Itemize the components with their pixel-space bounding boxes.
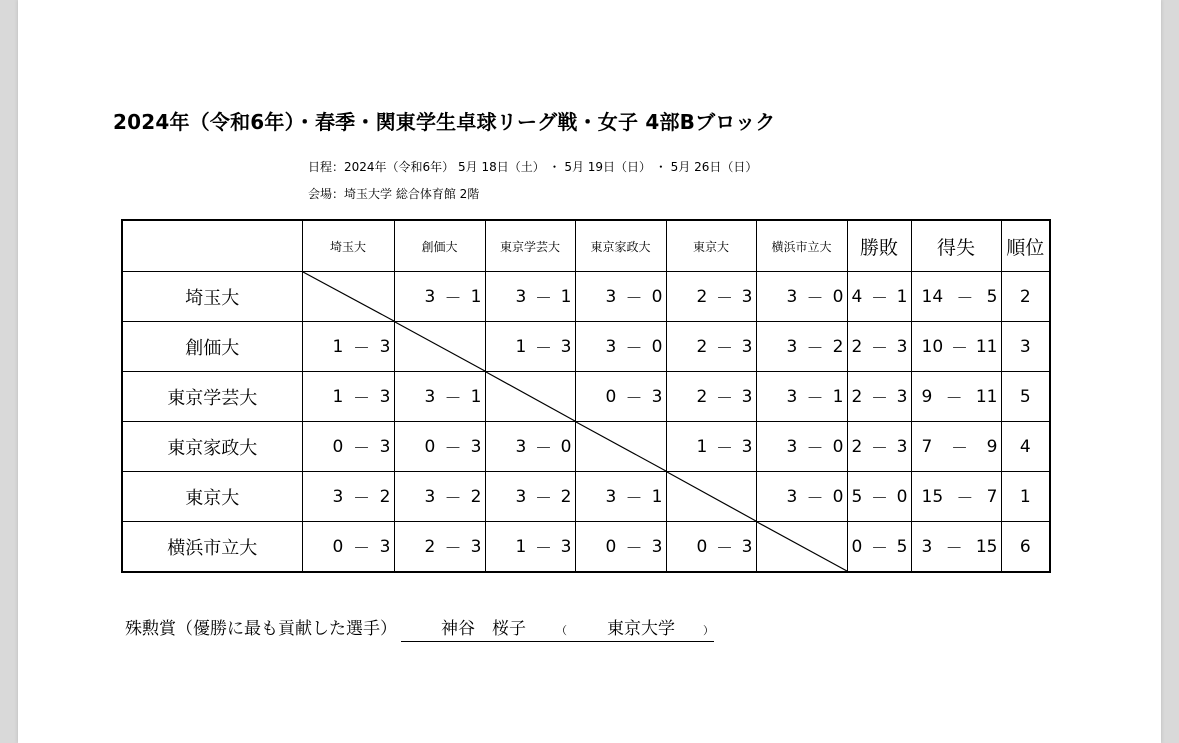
score-pair <box>848 372 911 421</box>
score-pair <box>303 322 394 371</box>
match-score-cell <box>575 372 666 422</box>
score-right: 3 <box>741 536 753 557</box>
score-left: 0 <box>605 536 617 557</box>
score-right: 1 <box>470 286 482 307</box>
score-dash: － <box>353 439 370 459</box>
score-left: 0 <box>332 536 344 557</box>
score-dash: － <box>716 389 733 409</box>
score-dash: － <box>871 339 888 359</box>
score-right: 2 <box>379 486 391 507</box>
match-score-cell <box>756 322 847 372</box>
row-team-name: 横浜市立大 <box>122 522 302 573</box>
score-left: 3 <box>786 286 798 307</box>
score-right: 3 <box>470 436 482 457</box>
score-right: 9 <box>986 436 998 457</box>
score-pair <box>667 522 756 571</box>
col-header: 創価大 <box>394 220 485 272</box>
score-dash: － <box>353 339 370 359</box>
score-pair <box>395 272 485 321</box>
record-cell <box>847 422 911 472</box>
score-pair <box>395 372 485 421</box>
score-left: 1 <box>515 536 527 557</box>
score-left: 3 <box>515 286 527 307</box>
self-match-cell <box>666 472 756 522</box>
score-pair <box>667 422 756 471</box>
match-score-cell <box>575 472 666 522</box>
table-row <box>122 372 1050 422</box>
score-left: 1 <box>332 386 344 407</box>
points-cell <box>911 522 1001 573</box>
score-right: 1 <box>896 286 908 307</box>
match-score-cell <box>485 272 575 322</box>
match-score-cell <box>485 322 575 372</box>
score-pair <box>576 272 666 321</box>
match-score-cell <box>394 272 485 322</box>
row-team-name: 東京家政大 <box>122 422 302 472</box>
score-dash: － <box>871 389 888 409</box>
score-pair <box>576 472 666 521</box>
award-underline <box>401 614 714 642</box>
score-dash: － <box>871 539 888 559</box>
score-right: 3 <box>379 386 391 407</box>
score-dash: － <box>625 539 643 559</box>
score-dash: － <box>945 539 963 559</box>
score-pair <box>486 322 575 371</box>
score-right: 5 <box>896 536 908 557</box>
score-right: 3 <box>651 536 663 557</box>
points-cell <box>911 422 1001 472</box>
score-dash: － <box>806 339 824 359</box>
score-left: 2 <box>851 336 863 357</box>
score-left: 0 <box>332 436 344 457</box>
score-left: 3 <box>605 486 617 507</box>
match-score-cell <box>666 422 756 472</box>
score-left: 2 <box>696 286 708 307</box>
score-pair <box>912 472 1001 521</box>
record-cell <box>847 272 911 322</box>
match-score-cell <box>575 322 666 372</box>
row-team-name: 創価大 <box>122 322 302 372</box>
score-right: 0 <box>832 286 844 307</box>
score-dash: － <box>951 439 968 459</box>
score-dash: － <box>535 489 552 509</box>
match-score-cell <box>666 372 756 422</box>
page-title: 2024年（令和6年）・春季・関東学生卓球リーグ戦・女子 4部Bブロック <box>113 110 776 134</box>
score-left: 3 <box>515 486 527 507</box>
col-header: 東京大 <box>666 220 756 272</box>
score-dash: － <box>535 539 552 559</box>
rank-cell: 5 <box>1001 372 1050 422</box>
score-right: 1 <box>560 286 572 307</box>
corner-cell <box>122 220 302 272</box>
match-score-cell <box>302 522 394 573</box>
table-row <box>122 322 1050 372</box>
self-match-cell <box>394 322 485 372</box>
score-right: 0 <box>651 336 663 357</box>
score-left: 3 <box>786 336 798 357</box>
match-score-cell <box>394 372 485 422</box>
self-match-cell <box>302 272 394 322</box>
score-dash: － <box>956 489 974 509</box>
venue-line: 会場：埼玉大学 総合体育館 2階 <box>308 187 480 201</box>
score-pair <box>757 272 847 321</box>
match-score-cell <box>666 272 756 322</box>
score-left: 1 <box>696 436 708 457</box>
self-match-cell <box>756 522 847 573</box>
score-dash: － <box>806 389 824 409</box>
score-pair <box>912 422 1001 471</box>
score-right: 11 <box>975 386 998 407</box>
score-pair <box>303 472 394 521</box>
award-school: 東京大学 <box>607 619 675 639</box>
diagonal-line <box>667 472 756 521</box>
match-score-cell <box>302 472 394 522</box>
score-dash: － <box>535 439 552 459</box>
score-dash: － <box>535 289 552 309</box>
diagonal-line <box>303 272 394 321</box>
match-score-cell <box>666 322 756 372</box>
score-left: 0 <box>851 536 863 557</box>
score-pair <box>486 272 575 321</box>
score-pair <box>576 522 666 571</box>
score-left: 2 <box>424 536 436 557</box>
score-dash: － <box>625 489 643 509</box>
score-left: 2 <box>851 386 863 407</box>
score-pair <box>757 372 847 421</box>
score-dash: － <box>535 339 552 359</box>
match-score-cell <box>485 472 575 522</box>
score-right: 0 <box>896 486 908 507</box>
diagonal-line <box>757 522 847 571</box>
score-right: 0 <box>832 486 844 507</box>
match-score-cell <box>756 372 847 422</box>
row-team-name: 埼玉大 <box>122 272 302 322</box>
table-row <box>122 472 1050 522</box>
match-score-cell <box>302 372 394 422</box>
score-dash: － <box>353 489 370 509</box>
match-score-cell <box>756 472 847 522</box>
col-header: 横浜市立大 <box>756 220 847 272</box>
score-dash: － <box>444 489 462 509</box>
score-right: 3 <box>741 386 753 407</box>
score-left: 3 <box>786 386 798 407</box>
score-pair <box>395 472 485 521</box>
score-right: 5 <box>986 286 998 307</box>
score-dash: － <box>444 439 462 459</box>
match-score-cell <box>575 272 666 322</box>
self-match-cell <box>485 372 575 422</box>
score-pair <box>576 322 666 371</box>
match-score-cell <box>394 422 485 472</box>
score-right: 7 <box>986 486 998 507</box>
award-player: 神谷 桜子 <box>441 619 526 639</box>
rank-header: 順位 <box>1001 220 1050 272</box>
score-pair <box>912 322 1001 371</box>
score-pair <box>667 322 756 371</box>
score-right: 11 <box>975 336 998 357</box>
score-right: 15 <box>975 536 998 557</box>
score-pair <box>848 522 911 571</box>
score-left: 3 <box>424 486 436 507</box>
score-dash: － <box>625 389 643 409</box>
score-right: 3 <box>470 536 482 557</box>
score-dash: － <box>806 289 824 309</box>
score-pair <box>848 272 911 321</box>
score-dash: － <box>716 339 733 359</box>
score-right: 3 <box>379 436 391 457</box>
record-cell <box>847 472 911 522</box>
score-left: 2 <box>696 386 708 407</box>
score-pair <box>576 372 666 421</box>
match-score-cell <box>666 522 756 573</box>
match-score-cell <box>756 272 847 322</box>
score-dash: － <box>444 289 462 309</box>
match-score-cell <box>302 422 394 472</box>
score-dash: － <box>353 389 370 409</box>
score-right: 2 <box>560 486 572 507</box>
score-dash: － <box>625 289 643 309</box>
score-left: 9 <box>921 386 933 407</box>
score-left: 3 <box>786 486 798 507</box>
score-right: 3 <box>379 336 391 357</box>
row-team-name: 東京大 <box>122 472 302 522</box>
table-row <box>122 422 1050 472</box>
score-dash: － <box>806 439 824 459</box>
score-dash: － <box>716 539 733 559</box>
score-pair <box>667 372 756 421</box>
score-pair <box>912 272 1001 321</box>
score-dash: － <box>871 289 888 309</box>
points-cell <box>911 322 1001 372</box>
score-dash: － <box>353 539 370 559</box>
score-dash: － <box>806 489 824 509</box>
score-dash: － <box>625 339 643 359</box>
record-cell <box>847 372 911 422</box>
score-pair <box>848 472 911 521</box>
score-left: 15 <box>921 486 944 507</box>
table-body <box>122 272 1050 573</box>
score-pair <box>848 422 911 471</box>
self-match-cell <box>575 422 666 472</box>
rank-cell: 1 <box>1001 472 1050 522</box>
score-pair <box>395 522 485 571</box>
score-right: 3 <box>896 386 908 407</box>
score-pair <box>757 422 847 471</box>
score-left: 3 <box>605 336 617 357</box>
score-left: 3 <box>921 536 933 557</box>
col-header: 東京学芸大 <box>485 220 575 272</box>
score-pair <box>395 422 485 471</box>
rank-cell: 2 <box>1001 272 1050 322</box>
score-left: 1 <box>332 336 344 357</box>
col-header: 東京家政大 <box>575 220 666 272</box>
record-header: 勝敗 <box>847 220 911 272</box>
document-page <box>18 0 1161 743</box>
record-cell <box>847 522 911 573</box>
score-left: 0 <box>424 436 436 457</box>
score-left: 3 <box>605 286 617 307</box>
league-table <box>121 219 1051 573</box>
score-right: 2 <box>832 336 844 357</box>
match-score-cell <box>756 422 847 472</box>
score-pair <box>486 472 575 521</box>
score-dash: － <box>716 439 733 459</box>
score-right: 3 <box>741 286 753 307</box>
score-right: 1 <box>470 386 482 407</box>
match-score-cell <box>394 472 485 522</box>
points-cell <box>911 272 1001 322</box>
score-right: 3 <box>896 336 908 357</box>
score-dash: － <box>871 439 888 459</box>
score-left: 3 <box>332 486 344 507</box>
score-pair <box>848 322 911 371</box>
score-left: 2 <box>696 336 708 357</box>
score-pair <box>667 272 756 321</box>
schedule-line: 日程：2024年（令和6年） 5月 18日（土） ・ 5月 19日（日） ・ 5月 26日（日） <box>308 160 758 174</box>
score-pair <box>912 522 1001 571</box>
score-pair <box>757 472 847 521</box>
score-pair <box>757 322 847 371</box>
score-right: 3 <box>560 336 572 357</box>
score-left: 0 <box>605 386 617 407</box>
score-right: 3 <box>896 436 908 457</box>
score-left: 3 <box>515 436 527 457</box>
match-score-cell <box>575 522 666 573</box>
score-left: 3 <box>424 286 436 307</box>
diagonal-line <box>486 372 575 421</box>
match-score-cell <box>302 322 394 372</box>
score-pair <box>303 522 394 571</box>
score-left: 7 <box>921 436 933 457</box>
match-score-cell <box>485 522 575 573</box>
points-cell <box>911 372 1001 422</box>
score-right: 3 <box>741 436 753 457</box>
award-close-paren: ） <box>703 624 714 637</box>
score-dash: － <box>945 389 963 409</box>
rank-cell: 6 <box>1001 522 1050 573</box>
score-right: 0 <box>651 286 663 307</box>
score-left: 10 <box>921 336 944 357</box>
points-header: 得失 <box>911 220 1001 272</box>
score-pair <box>303 422 394 471</box>
score-right: 1 <box>651 486 663 507</box>
score-dash: － <box>951 339 968 359</box>
score-right: 0 <box>832 436 844 457</box>
table-row <box>122 522 1050 573</box>
score-left: 5 <box>851 486 863 507</box>
score-dash: － <box>956 289 974 309</box>
diagonal-line <box>395 322 485 371</box>
score-left: 0 <box>696 536 708 557</box>
score-right: 1 <box>832 386 844 407</box>
score-right: 2 <box>470 486 482 507</box>
rank-cell: 3 <box>1001 322 1050 372</box>
score-pair <box>486 422 575 471</box>
score-left: 1 <box>515 336 527 357</box>
score-dash: － <box>716 289 733 309</box>
score-right: 3 <box>741 336 753 357</box>
score-pair <box>303 372 394 421</box>
score-right: 0 <box>560 436 572 457</box>
match-score-cell <box>394 522 485 573</box>
score-dash: － <box>444 389 462 409</box>
col-header: 埼玉大 <box>302 220 394 272</box>
score-pair <box>486 522 575 571</box>
score-left: 4 <box>851 286 863 307</box>
score-right: 3 <box>379 536 391 557</box>
award-label: 殊勲賞（優勝に最も貢献した選手） <box>125 619 397 639</box>
table-row <box>122 272 1050 322</box>
header-row <box>122 220 1050 272</box>
rank-cell: 4 <box>1001 422 1050 472</box>
score-left: 3 <box>786 436 798 457</box>
score-dash: － <box>444 539 462 559</box>
match-score-cell <box>485 422 575 472</box>
score-left: 3 <box>424 386 436 407</box>
award-open-paren: （ <box>556 624 567 637</box>
diagonal-line <box>576 422 666 471</box>
points-cell <box>911 472 1001 522</box>
score-right: 3 <box>651 386 663 407</box>
record-cell <box>847 322 911 372</box>
score-left: 14 <box>921 286 944 307</box>
score-left: 2 <box>851 436 863 457</box>
score-right: 3 <box>560 536 572 557</box>
score-dash: － <box>871 489 888 509</box>
row-team-name: 東京学芸大 <box>122 372 302 422</box>
award-line <box>125 614 714 642</box>
score-pair <box>912 372 1001 421</box>
